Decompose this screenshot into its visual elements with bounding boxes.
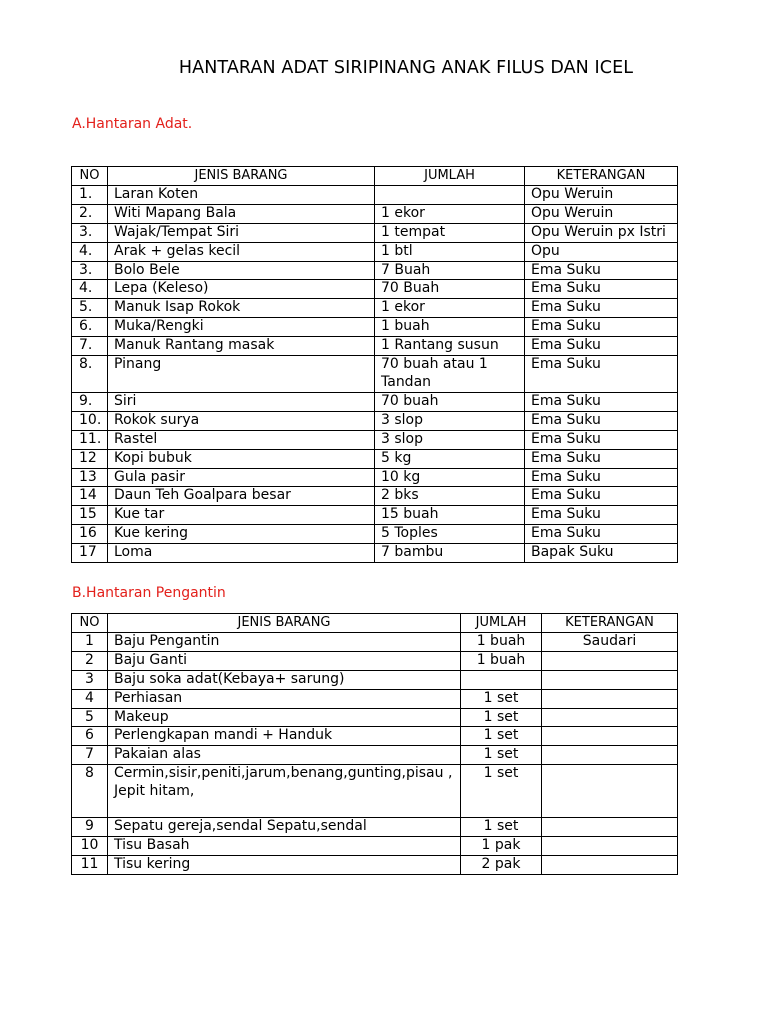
col-header-qty: JUMLAH bbox=[461, 614, 542, 633]
cell-note: Ema Suku bbox=[525, 356, 678, 393]
cell-no: 11. bbox=[72, 430, 108, 449]
cell-item: Cermin,sisir,peniti,jarum,benang,gunting,pisau , Jepit hitam, bbox=[108, 765, 461, 818]
cell-note bbox=[542, 670, 678, 689]
cell-item: Rastel bbox=[108, 430, 375, 449]
table-row bbox=[72, 525, 678, 544]
cell-qty: 1 btl bbox=[375, 242, 525, 261]
cell-no: 7 bbox=[72, 746, 108, 765]
table-row bbox=[72, 242, 678, 261]
cell-no: 15 bbox=[72, 506, 108, 525]
section-a-heading: A.Hantaran Adat. bbox=[72, 116, 193, 132]
cell-qty: 70 buah atau 1 Tandan bbox=[375, 356, 525, 393]
cell-item: Witi Mapang Bala bbox=[108, 204, 375, 223]
col-header-note: KETERANGAN bbox=[525, 167, 678, 186]
cell-item: Tisu kering bbox=[108, 856, 461, 875]
cell-note: Opu Weruin bbox=[525, 185, 678, 204]
cell-no: 17 bbox=[72, 544, 108, 563]
cell-no: 11 bbox=[72, 856, 108, 875]
cell-item: Makeup bbox=[108, 708, 461, 727]
cell-no: 4. bbox=[72, 242, 108, 261]
cell-item: Perhiasan bbox=[108, 689, 461, 708]
table-header-row bbox=[72, 614, 678, 633]
cell-no: 6 bbox=[72, 727, 108, 746]
cell-item: Manuk Rantang masak bbox=[108, 337, 375, 356]
cell-qty: 1 tempat bbox=[375, 223, 525, 242]
cell-item: Pinang bbox=[108, 356, 375, 393]
cell-note bbox=[542, 727, 678, 746]
table-row bbox=[72, 818, 678, 837]
col-header-no: NO bbox=[72, 614, 108, 633]
table-row bbox=[72, 430, 678, 449]
cell-item: Siri bbox=[108, 392, 375, 411]
cell-note bbox=[542, 651, 678, 670]
cell-qty: 5 Toples bbox=[375, 525, 525, 544]
table-row bbox=[72, 223, 678, 242]
cell-item: Sepatu gereja,sendal Sepatu,sendal bbox=[108, 818, 461, 837]
cell-no: 14 bbox=[72, 487, 108, 506]
cell-no: 3. bbox=[72, 261, 108, 280]
table-row bbox=[72, 708, 678, 727]
cell-no: 1 bbox=[72, 632, 108, 651]
cell-item: Rokok surya bbox=[108, 411, 375, 430]
cell-no: 10 bbox=[72, 837, 108, 856]
table-row bbox=[72, 765, 678, 818]
cell-qty: 1 buah bbox=[461, 651, 542, 670]
cell-note: Ema Suku bbox=[525, 299, 678, 318]
cell-item: Gula pasir bbox=[108, 468, 375, 487]
cell-note: Ema Suku bbox=[525, 392, 678, 411]
cell-note bbox=[542, 689, 678, 708]
cell-no: 1. bbox=[72, 185, 108, 204]
table-row bbox=[72, 449, 678, 468]
cell-note: Ema Suku bbox=[525, 449, 678, 468]
cell-no: 12 bbox=[72, 449, 108, 468]
table-row bbox=[72, 837, 678, 856]
cell-note bbox=[542, 708, 678, 727]
table-row bbox=[72, 651, 678, 670]
hantaran-pengantin-table bbox=[71, 613, 678, 875]
cell-note: Ema Suku bbox=[525, 261, 678, 280]
cell-qty bbox=[375, 185, 525, 204]
cell-item: Pakaian alas bbox=[108, 746, 461, 765]
table-row bbox=[72, 487, 678, 506]
cell-no: 6. bbox=[72, 318, 108, 337]
cell-note: Opu bbox=[525, 242, 678, 261]
cell-qty: 10 kg bbox=[375, 468, 525, 487]
cell-no: 3. bbox=[72, 223, 108, 242]
cell-no: 8 bbox=[72, 765, 108, 818]
cell-note: Ema Suku bbox=[525, 487, 678, 506]
cell-no: 13 bbox=[72, 468, 108, 487]
cell-item: Baju soka adat(Kebaya+ sarung) bbox=[108, 670, 461, 689]
cell-qty: 1 set bbox=[461, 818, 542, 837]
cell-note bbox=[542, 818, 678, 837]
cell-no: 5. bbox=[72, 299, 108, 318]
cell-note: Ema Suku bbox=[525, 318, 678, 337]
table-row bbox=[72, 299, 678, 318]
cell-item: Lepa (Keleso) bbox=[108, 280, 375, 299]
table-row bbox=[72, 280, 678, 299]
cell-qty: 3 slop bbox=[375, 411, 525, 430]
cell-note: Opu Weruin px Istri bbox=[525, 223, 678, 242]
table-row bbox=[72, 261, 678, 280]
cell-note: Ema Suku bbox=[525, 430, 678, 449]
section-b-heading: B.Hantaran Pengantin bbox=[72, 585, 226, 601]
table-row bbox=[72, 185, 678, 204]
table-header-row bbox=[72, 167, 678, 186]
cell-qty: 1 set bbox=[461, 689, 542, 708]
cell-no: 9. bbox=[72, 392, 108, 411]
cell-note: Ema Suku bbox=[525, 525, 678, 544]
cell-item: Wajak/Tempat Siri bbox=[108, 223, 375, 242]
cell-qty bbox=[461, 670, 542, 689]
cell-item: Tisu Basah bbox=[108, 837, 461, 856]
cell-qty: 1 set bbox=[461, 765, 542, 818]
cell-note bbox=[542, 837, 678, 856]
cell-no: 9 bbox=[72, 818, 108, 837]
cell-note bbox=[542, 746, 678, 765]
cell-item: Perlengkapan mandi + Handuk bbox=[108, 727, 461, 746]
table-row bbox=[72, 632, 678, 651]
table-row bbox=[72, 468, 678, 487]
table-row bbox=[72, 356, 678, 393]
document-title: HANTARAN ADAT SIRIPINANG ANAK FILUS DAN ICEL bbox=[178, 58, 634, 78]
cell-note: Ema Suku bbox=[525, 506, 678, 525]
cell-note bbox=[542, 765, 678, 818]
table-row bbox=[72, 392, 678, 411]
cell-item: Kue tar bbox=[108, 506, 375, 525]
cell-no: 10. bbox=[72, 411, 108, 430]
cell-item: Manuk Isap Rokok bbox=[108, 299, 375, 318]
cell-no: 5 bbox=[72, 708, 108, 727]
table-row bbox=[72, 689, 678, 708]
table-row bbox=[72, 727, 678, 746]
cell-qty: 70 buah bbox=[375, 392, 525, 411]
cell-qty: 7 Buah bbox=[375, 261, 525, 280]
cell-no: 4 bbox=[72, 689, 108, 708]
cell-no: 7. bbox=[72, 337, 108, 356]
table-row bbox=[72, 506, 678, 525]
table-row bbox=[72, 337, 678, 356]
cell-qty: 1 ekor bbox=[375, 204, 525, 223]
col-header-qty: JUMLAH bbox=[375, 167, 525, 186]
cell-item: Loma bbox=[108, 544, 375, 563]
table-row bbox=[72, 746, 678, 765]
cell-no: 16 bbox=[72, 525, 108, 544]
cell-note: Ema Suku bbox=[525, 411, 678, 430]
cell-item: Daun Teh Goalpara besar bbox=[108, 487, 375, 506]
table-row bbox=[72, 411, 678, 430]
cell-no: 2 bbox=[72, 651, 108, 670]
col-header-item: JENIS BARANG bbox=[108, 167, 375, 186]
cell-qty: 1 pak bbox=[461, 837, 542, 856]
cell-qty: 1 set bbox=[461, 727, 542, 746]
table-row bbox=[72, 318, 678, 337]
cell-no: 2. bbox=[72, 204, 108, 223]
cell-note: Bapak Suku bbox=[525, 544, 678, 563]
table-row bbox=[72, 856, 678, 875]
cell-qty: 5 kg bbox=[375, 449, 525, 468]
cell-note: Saudari bbox=[542, 632, 678, 651]
table-row bbox=[72, 670, 678, 689]
cell-item: Laran Koten bbox=[108, 185, 375, 204]
cell-item: Baju Ganti bbox=[108, 651, 461, 670]
cell-qty: 15 buah bbox=[375, 506, 525, 525]
cell-no: 3 bbox=[72, 670, 108, 689]
cell-item: Bolo Bele bbox=[108, 261, 375, 280]
cell-item: Muka/Rengki bbox=[108, 318, 375, 337]
cell-qty: 3 slop bbox=[375, 430, 525, 449]
cell-qty: 2 bks bbox=[375, 487, 525, 506]
cell-item: Kue kering bbox=[108, 525, 375, 544]
cell-note: Ema Suku bbox=[525, 280, 678, 299]
cell-item: Kopi bubuk bbox=[108, 449, 375, 468]
cell-qty: 7 bambu bbox=[375, 544, 525, 563]
cell-qty: 2 pak bbox=[461, 856, 542, 875]
cell-no: 4. bbox=[72, 280, 108, 299]
cell-note: Ema Suku bbox=[525, 337, 678, 356]
hantaran-adat-table bbox=[71, 166, 678, 563]
col-header-note: KETERANGAN bbox=[542, 614, 678, 633]
cell-qty: 1 set bbox=[461, 708, 542, 727]
cell-qty: 1 buah bbox=[375, 318, 525, 337]
cell-qty: 70 Buah bbox=[375, 280, 525, 299]
cell-note: Ema Suku bbox=[525, 468, 678, 487]
cell-qty: 1 Rantang susun bbox=[375, 337, 525, 356]
cell-note: Opu Weruin bbox=[525, 204, 678, 223]
cell-qty: 1 ekor bbox=[375, 299, 525, 318]
cell-note bbox=[542, 856, 678, 875]
table-row bbox=[72, 544, 678, 563]
cell-item: Baju Pengantin bbox=[108, 632, 461, 651]
col-header-no: NO bbox=[72, 167, 108, 186]
col-header-item: JENIS BARANG bbox=[108, 614, 461, 633]
cell-no: 8. bbox=[72, 356, 108, 393]
cell-item: Arak + gelas kecil bbox=[108, 242, 375, 261]
cell-qty: 1 buah bbox=[461, 632, 542, 651]
cell-qty: 1 set bbox=[461, 746, 542, 765]
table-row bbox=[72, 204, 678, 223]
